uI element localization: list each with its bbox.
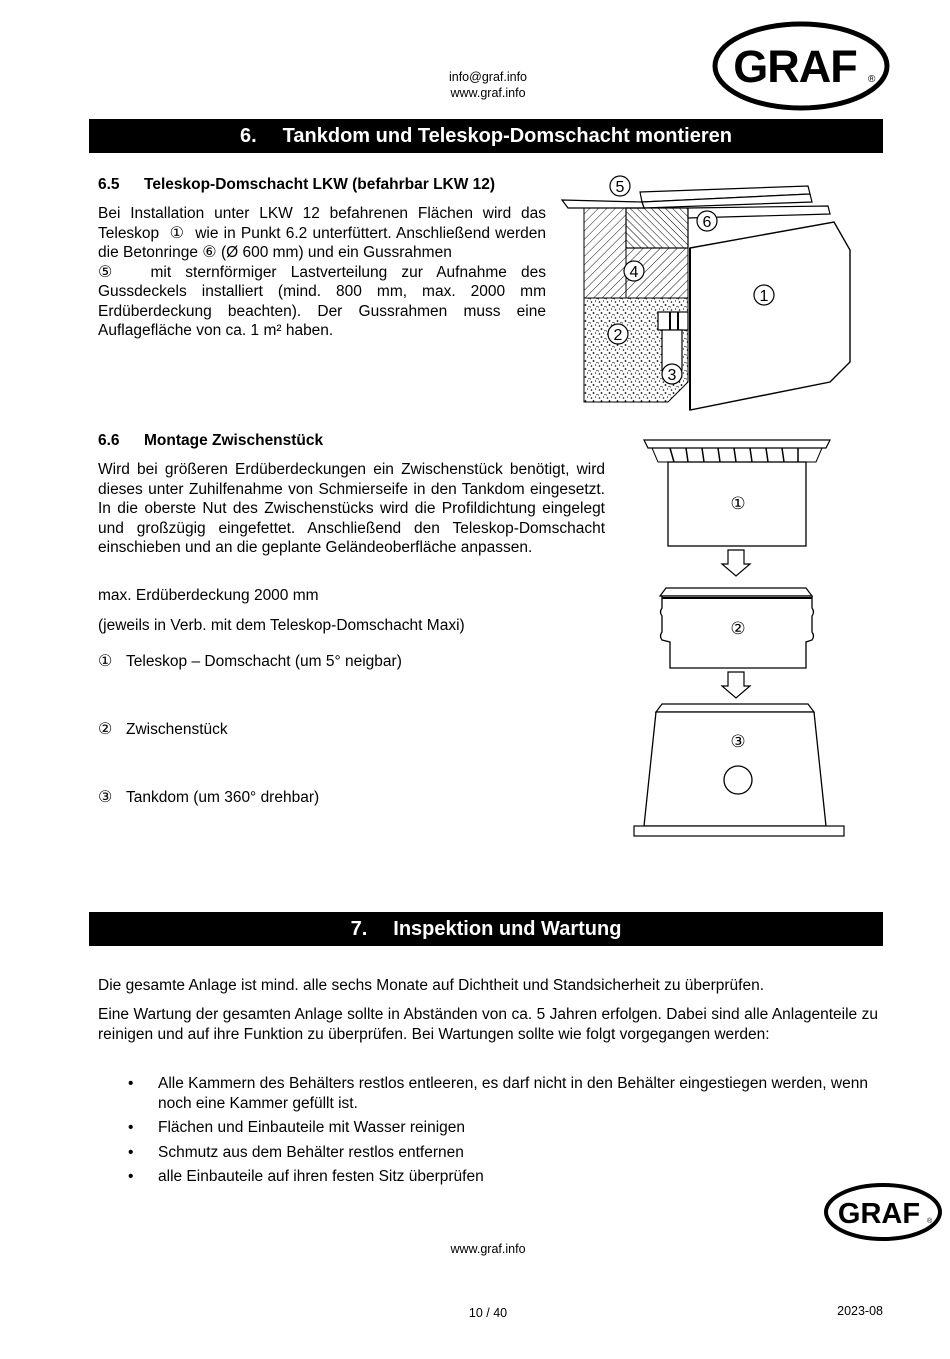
marker-5: ⑤	[98, 263, 123, 281]
figure-marker-2	[608, 324, 628, 344]
figure-teleskop-lkw	[558, 172, 858, 414]
section-6-banner	[89, 119, 883, 153]
header-email[interactable]: info@graf.info	[448, 70, 527, 84]
marker-1: ①	[169, 224, 185, 242]
logo-registered-mark: ®	[868, 74, 876, 85]
logo-text: GRAF	[837, 1198, 921, 1230]
logo-registered-mark: ®	[927, 1218, 933, 1225]
section-6-number: 6.	[239, 125, 257, 147]
list-item: • Alle Kammern des Behälters restlos entleeren, es darf nicht in den Behälter eingestiegen werden, wenn noch eine Kammer gefüllt ist.	[98, 1074, 883, 1113]
svg-text:6: 6	[702, 214, 712, 231]
graf-logo-footer	[823, 1182, 943, 1242]
legend-item-2: ② Zwischenstück	[98, 721, 228, 738]
section-7-maintenance-text: Eine Wartung der gesamten Anlage sollte in Abständen von ca. 5 Jahren erfolgen. Dabei sind alle Anlagenteile zu reinigen und auf ihre Funktion zu überprüfen. Bei Wartungen sollte wie folgt vorgegangen werden:	[98, 1006, 878, 1043]
subsection-6-6-heading: 6.6 Montage Zwischenstück	[98, 432, 324, 449]
subsection-6-6-text: Wird bei größeren Erdüberdeckungen ein Zwischenstück benötigt, wird dieses unter Zuhilfenahme von Schmierseife in den Tankdom eingesetzt. In die oberste Nut des Zwischenstücks wird die Profildichtung eingelegt und großzügig eingefettet. Anschließend den Teleskop-Domschacht einschieben und an die geplante Geländeoberfläche anpassen.	[98, 461, 605, 556]
document-date: 2023-08	[837, 1304, 883, 1318]
figure-marker-6	[697, 211, 717, 231]
assembly-marker-3	[730, 732, 745, 751]
svg-text:①: ①	[730, 494, 746, 513]
assembly-marker-2	[730, 619, 745, 638]
header-website[interactable]: www.graf.info	[450, 86, 526, 100]
combination-note: (jeweils in Verb. mit dem Teleskop-Domschacht Maxi)	[98, 617, 465, 634]
legend-item-3: ③ Tankdom (um 360° drehbar)	[98, 789, 320, 806]
subsection-6-5-text: Bei Installation unter LKW 12 befahrenen Flächen wird das Teleskop ① wie in Punkt 6.2 unterfüttert. Anschließend werden die Betonringe ⑥ (Ø 600 mm) und ein Gussrahmen ⑤ mit sternförmiger Lastverteilung zur Aufnahme des Gussdeckels installiert (mind. 800 mm, max. 2000 mm Erdüberdeckung beachten). Der Gussrahmen muss eine Auflagefläche von ca. 1 m² haben.	[98, 205, 547, 339]
svg-text:③: ③	[730, 732, 746, 751]
section-7-number: 7.	[350, 918, 368, 940]
section-7-banner	[89, 912, 883, 946]
header-contact	[388, 69, 588, 101]
section-7-title: Inspektion und Wartung	[393, 918, 622, 940]
list-item: • Schmutz aus dem Behälter restlos entfernen	[98, 1143, 883, 1163]
figure-marker-1	[754, 285, 774, 305]
legend-item-1: ① Teleskop – Domschacht (um 5° neigbar)	[98, 653, 402, 670]
max-cover-text: max. Erdüberdeckung 2000 mm	[98, 587, 319, 604]
svg-text:3: 3	[667, 367, 677, 384]
svg-text:2: 2	[613, 327, 623, 344]
list-item: • alle Einbauteile auf ihren festen Sitz überprüfen	[98, 1167, 883, 1187]
section-6-title: Tankdom und Teleskop-Domschacht montieren	[282, 125, 732, 147]
assembly-marker-1	[730, 494, 745, 513]
figure-marker-4	[624, 261, 644, 281]
figure-zwischenstueck-assembly	[630, 436, 852, 842]
svg-text:②: ②	[730, 619, 746, 638]
figure-marker-3	[662, 364, 682, 384]
list-item: • Flächen und Einbauteile mit Wasser reinigen	[98, 1118, 883, 1138]
svg-text:1: 1	[759, 288, 769, 305]
svg-text:4: 4	[629, 264, 639, 281]
marker-6: ⑥	[202, 244, 217, 261]
footer-website[interactable]: www.graf.info	[450, 1242, 526, 1256]
graf-logo	[712, 20, 892, 112]
subsection-6-5-heading: 6.5 Teleskop-Domschacht LKW (befahrbar LKW 12)	[98, 176, 496, 193]
section-7-intro: Die gesamte Anlage ist mind. alle sechs Monate auf Dichtheit und Standsicherheit zu überprüfen.	[98, 977, 765, 994]
svg-text:5: 5	[615, 179, 625, 196]
logo-text: GRAF	[733, 41, 857, 92]
page-number: 10 / 40	[468, 1306, 508, 1320]
maintenance-steps-list	[98, 1074, 883, 1192]
figure-marker-5	[610, 176, 630, 196]
